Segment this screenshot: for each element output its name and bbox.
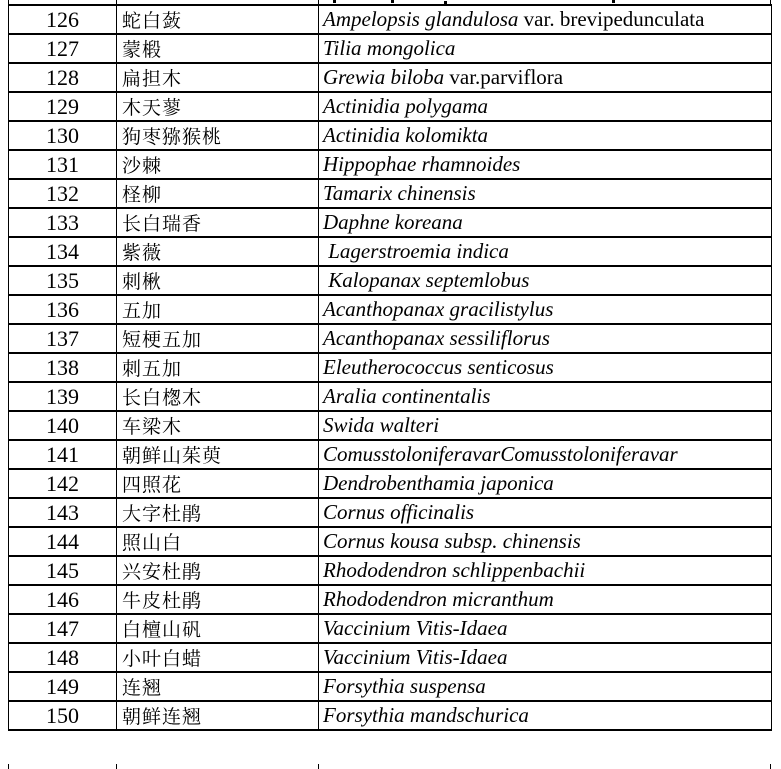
table-row (9, 150, 772, 179)
cell-latin-name (319, 585, 772, 614)
table-row (9, 92, 772, 121)
cell-chinese-name: 柽柳 (117, 179, 319, 208)
latin-name-segment: Actinidia kolomikta (323, 123, 489, 147)
cell-chinese-name: 扁担木 (117, 63, 319, 92)
table-row (9, 208, 772, 237)
cell-latin-name (319, 237, 772, 266)
latin-name-segment: Dendrobenthamia japonica (323, 471, 554, 495)
cell-row-number: 142 (9, 469, 117, 498)
cell-row-number: 126 (9, 5, 117, 34)
latin-name-segment: Aralia continentalis (323, 384, 491, 408)
cell-row-number: 136 (9, 295, 117, 324)
table-border-line (318, 764, 319, 769)
cell-chinese-name: 长白楤木 (117, 382, 319, 411)
table-row (9, 34, 772, 63)
clipped-text-fragment (612, 0, 615, 3)
partial-row-below (8, 764, 771, 769)
table-row (9, 643, 772, 672)
cell-chinese-name: 短梗五加 (117, 324, 319, 353)
table-row (9, 672, 772, 701)
table-row (9, 237, 772, 266)
cell-row-number: 141 (9, 440, 117, 469)
cell-latin-name (319, 179, 772, 208)
table-border-line (770, 764, 771, 769)
cell-latin-name (319, 324, 772, 353)
cell-chinese-name: 照山白 (117, 527, 319, 556)
latin-name-segment: Rhododendron micranthum (323, 587, 554, 611)
cell-latin-name (319, 63, 772, 92)
cell-chinese-name: 连翘 (117, 672, 319, 701)
cell-row-number: 147 (9, 614, 117, 643)
cell-row-number: 128 (9, 63, 117, 92)
latin-name-segment: Swida walteri (323, 413, 440, 437)
table-row (9, 63, 772, 92)
latin-name-segment: ComusstoloniferavarComusstoloniferavar (323, 442, 678, 466)
cell-chinese-name: 小叶白蜡 (117, 643, 319, 672)
cell-row-number: 146 (9, 585, 117, 614)
table-row (9, 701, 772, 730)
cell-row-number: 127 (9, 34, 117, 63)
cell-row-number: 139 (9, 382, 117, 411)
cell-latin-name (319, 295, 772, 324)
latin-name-segment: Cornus kousa subsp. chinensis (323, 529, 581, 553)
table-row (9, 411, 772, 440)
cell-latin-name (319, 614, 772, 643)
latin-name-segment: var. brevipedunculata (518, 7, 705, 31)
latin-name-segment: Actinidia polygama (323, 94, 489, 118)
latin-name-segment: Ampelopsis glandulosa (323, 7, 519, 31)
cell-latin-name (319, 150, 772, 179)
cell-chinese-name: 沙棘 (117, 150, 319, 179)
table-row (9, 469, 772, 498)
latin-name-segment: Lagerstroemia indica (323, 239, 509, 263)
cell-chinese-name: 大字杜鹃 (117, 498, 319, 527)
cell-row-number: 138 (9, 353, 117, 382)
table-border-line (8, 764, 9, 769)
cell-chinese-name: 车梁木 (117, 411, 319, 440)
cell-chinese-name: 朝鲜山茱萸 (117, 440, 319, 469)
cell-row-number: 144 (9, 527, 117, 556)
table-row (9, 121, 772, 150)
cell-latin-name (319, 469, 772, 498)
clipped-text-fragment (391, 0, 394, 3)
cell-chinese-name: 蛇白蔹 (117, 5, 319, 34)
table-row (9, 585, 772, 614)
cell-chinese-name: 紫薇 (117, 237, 319, 266)
cell-row-number: 140 (9, 411, 117, 440)
cell-row-number: 129 (9, 92, 117, 121)
latin-name-segment: Eleutherococcus senticosus (323, 355, 554, 379)
cell-latin-name (319, 266, 772, 295)
latin-name-segment: Grewia biloba (323, 65, 445, 89)
cell-latin-name (319, 527, 772, 556)
cell-row-number: 134 (9, 237, 117, 266)
latin-name-segment: Hippophae rhamnoides (323, 152, 521, 176)
cell-row-number: 137 (9, 324, 117, 353)
cell-row-number: 145 (9, 556, 117, 585)
cell-latin-name (319, 92, 772, 121)
latin-name-segment: Forsythia suspensa (323, 674, 486, 698)
cell-latin-name (319, 643, 772, 672)
cell-row-number: 131 (9, 150, 117, 179)
cell-row-number: 135 (9, 266, 117, 295)
cell-chinese-name: 朝鲜连翘 (117, 701, 319, 730)
table-row (9, 324, 772, 353)
cell-chinese-name: 牛皮杜鹃 (117, 585, 319, 614)
cell-chinese-name: 刺楸 (117, 266, 319, 295)
cell-row-number: 148 (9, 643, 117, 672)
cell-chinese-name: 长白瑞香 (117, 208, 319, 237)
latin-name-segment: Tamarix chinensis (323, 181, 476, 205)
cell-chinese-name: 白檀山矾 (117, 614, 319, 643)
species-table (8, 4, 772, 731)
cell-latin-name (319, 556, 772, 585)
cell-latin-name (319, 382, 772, 411)
cell-row-number: 130 (9, 121, 117, 150)
cell-chinese-name: 兴安杜鹃 (117, 556, 319, 585)
table-row (9, 440, 772, 469)
cell-row-number: 150 (9, 701, 117, 730)
latin-name-segment: Tilia mongolica (323, 36, 456, 60)
latin-name-segment: Forsythia mandschurica (323, 703, 529, 727)
latin-name-segment: Rhododendron schlippenbachii (323, 558, 586, 582)
table-row (9, 382, 772, 411)
table-row (9, 498, 772, 527)
cell-row-number: 133 (9, 208, 117, 237)
cell-latin-name (319, 440, 772, 469)
cell-latin-name (319, 353, 772, 382)
latin-name-segment: Kalopanax septemlobus (323, 268, 530, 292)
cell-latin-name (319, 208, 772, 237)
table-row (9, 614, 772, 643)
table-row (9, 556, 772, 585)
cell-latin-name (319, 411, 772, 440)
latin-name-segment: var.parviflora (444, 65, 564, 89)
clipped-text-fragment (333, 0, 336, 3)
cell-chinese-name: 狗枣猕猴桃 (117, 121, 319, 150)
cell-latin-name (319, 498, 772, 527)
table-row (9, 5, 772, 34)
cell-latin-name (319, 5, 772, 34)
cell-chinese-name: 五加 (117, 295, 319, 324)
table-row (9, 179, 772, 208)
table-border-line (116, 764, 117, 769)
species-table-body (9, 5, 772, 730)
table-row (9, 295, 772, 324)
cell-chinese-name: 木天蓼 (117, 92, 319, 121)
latin-name-segment: Cornus officinalis (323, 500, 475, 524)
cell-latin-name (319, 701, 772, 730)
cell-row-number: 143 (9, 498, 117, 527)
cell-chinese-name: 刺五加 (117, 353, 319, 382)
cell-row-number: 149 (9, 672, 117, 701)
latin-name-segment: Vaccinium Vitis-Idaea (323, 645, 508, 669)
cell-latin-name (319, 121, 772, 150)
cell-latin-name (319, 672, 772, 701)
latin-name-segment: Acanthopanax sessiliflorus (323, 326, 550, 350)
table-row (9, 353, 772, 382)
cell-chinese-name: 蒙椴 (117, 34, 319, 63)
latin-name-segment: Acanthopanax gracilistylus (323, 297, 554, 321)
latin-name-segment: Daphne koreana (323, 210, 463, 234)
cell-chinese-name: 四照花 (117, 469, 319, 498)
cell-latin-name (319, 34, 772, 63)
table-row (9, 266, 772, 295)
cell-row-number: 132 (9, 179, 117, 208)
latin-name-segment: Vaccinium Vitis-Idaea (323, 616, 508, 640)
table-row (9, 527, 772, 556)
